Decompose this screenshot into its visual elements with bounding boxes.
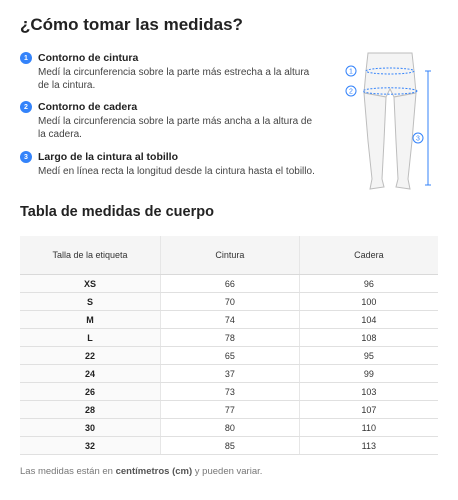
hip-cell: 100 (299, 293, 438, 311)
waist-marker: 1 (349, 68, 353, 76)
size-table-title: Tabla de medidas de cuerpo (20, 204, 214, 220)
waist-cell: 37 (161, 365, 300, 383)
column-header-size: Talla de la etiqueta (20, 236, 161, 275)
table-row (20, 275, 438, 293)
waist-cell: 78 (161, 329, 300, 347)
legs-illustration (340, 45, 440, 195)
size-cell: 32 (20, 437, 161, 455)
step-number-badge: 2 (20, 101, 32, 113)
hip-cell: 103 (299, 383, 438, 401)
table-row (20, 347, 438, 365)
units-note (20, 466, 262, 477)
step-waist (20, 52, 320, 92)
waist-cell: 70 (161, 293, 300, 311)
step-description: Medí la circunferencia sobre la parte más estrecha a la altura de la cintura. (38, 67, 310, 91)
page-title: ¿Cómo tomar las medidas? (20, 15, 243, 34)
units-note-unit: centímetros (cm) (115, 466, 193, 477)
hip-cell: 108 (299, 329, 438, 347)
step-waist-to-ankle (20, 151, 320, 178)
waist-cell: 65 (161, 347, 300, 365)
table-row (20, 311, 438, 329)
table-row (20, 419, 438, 437)
waist-cell: 85 (161, 437, 300, 455)
hip-cell: 110 (299, 419, 438, 437)
step-description: Medí en línea recta la longitud desde la cintura hasta el tobillo. (38, 166, 315, 177)
step-title: Contorno de cintura (38, 52, 139, 64)
hip-cell: 113 (299, 437, 438, 455)
length-marker: 3 (416, 135, 420, 143)
waist-cell: 80 (161, 419, 300, 437)
table-row (20, 293, 438, 311)
size-cell: L (20, 329, 161, 347)
step-hip (20, 101, 320, 141)
size-cell: 22 (20, 347, 161, 365)
size-cell: XS (20, 275, 161, 293)
step-title: Contorno de cadera (38, 101, 138, 113)
hip-cell: 99 (299, 365, 438, 383)
table-row (20, 383, 438, 401)
table-row (20, 437, 438, 455)
hip-cell: 107 (299, 401, 438, 419)
size-cell: 24 (20, 365, 161, 383)
table-header-row (20, 236, 438, 275)
waist-cell: 66 (161, 275, 300, 293)
waist-cell: 77 (161, 401, 300, 419)
size-cell: 30 (20, 419, 161, 437)
table-row (20, 365, 438, 383)
step-number-badge: 3 (20, 151, 32, 163)
step-title: Largo de la cintura al tobillo (38, 151, 179, 163)
hip-cell: 96 (299, 275, 438, 293)
size-cell: 28 (20, 401, 161, 419)
waist-cell: 74 (161, 311, 300, 329)
size-table (20, 236, 438, 455)
size-cell: M (20, 311, 161, 329)
body-measurement-figure (340, 45, 440, 195)
table-row (20, 329, 438, 347)
table-row (20, 401, 438, 419)
hip-marker: 2 (349, 88, 353, 96)
waist-cell: 73 (161, 383, 300, 401)
column-header-hip: Cadera (299, 236, 438, 275)
step-description: Medí la circunferencia sobre la parte más ancha a la altura de la cadera. (38, 116, 313, 140)
hip-cell: 104 (299, 311, 438, 329)
size-cell: S (20, 293, 161, 311)
hip-cell: 95 (299, 347, 438, 365)
size-cell: 26 (20, 383, 161, 401)
column-header-waist: Cintura (161, 236, 300, 275)
step-number-badge: 1 (20, 52, 32, 64)
units-note-text: Las medidas están en (20, 466, 116, 477)
units-note-suffix: y pueden variar. (192, 466, 263, 477)
